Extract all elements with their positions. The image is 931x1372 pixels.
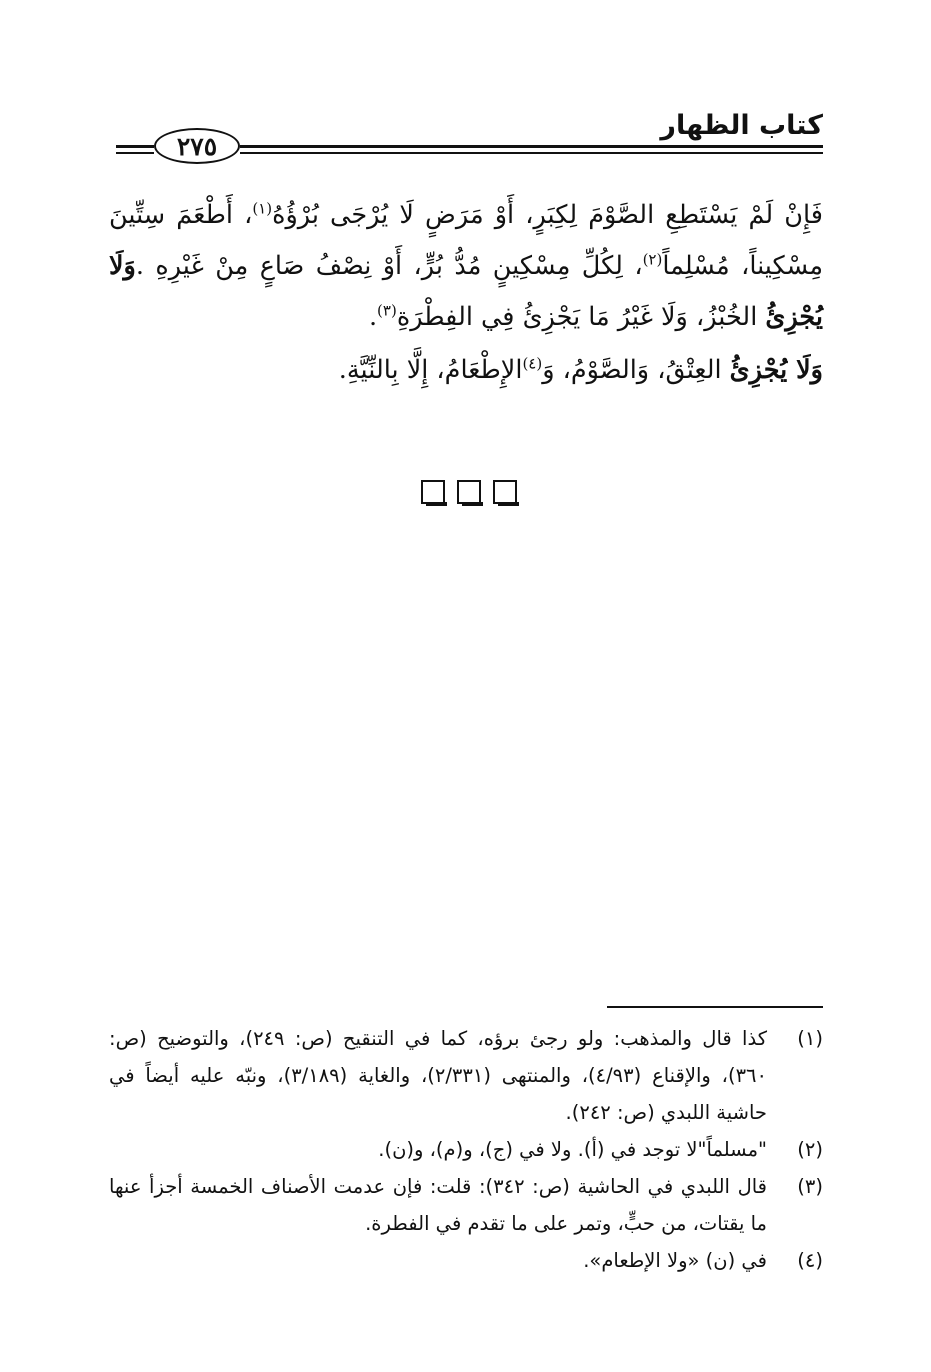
header-rule <box>240 152 823 154</box>
footnotes <box>109 1020 823 1279</box>
footnote-number: (٤) <box>797 1249 823 1272</box>
chapter-title: كتاب الظهار <box>660 110 823 141</box>
footnote-number: (٢) <box>797 1138 823 1161</box>
footnote <box>109 1131 823 1168</box>
bold-segment: وَلَا يُجْزِئُ <box>109 251 823 332</box>
square-ornament-icon <box>457 480 481 504</box>
header-rule <box>116 145 154 148</box>
footnote-ref: (٢) <box>642 250 663 269</box>
footnote-text: في (ن) «ولا الإطعام». <box>583 1249 767 1272</box>
footnote <box>109 1242 823 1279</box>
footnote-text: "مسلماً"لا توجد في (أ). ولا في (ج)، و(م)، و(ن). <box>378 1138 767 1161</box>
footnote-ref: (٤) <box>522 354 543 373</box>
header-rule <box>116 152 154 154</box>
footnote <box>109 1020 823 1131</box>
square-ornament-icon <box>493 480 517 504</box>
footnote <box>109 1168 823 1242</box>
footnote-ref: (١) <box>252 199 273 218</box>
text-segment: ، لِكُلِّ مِسْكِينٍ مُدُّ بُرٍّ، أَوْ نِصْفُ صَاعٍ مِنْ غَيْرِهِ . <box>135 251 643 281</box>
text-segment: العِتْقُ، وَالصَّوْمُ، وَ <box>542 355 730 385</box>
text-segment: الخُبْزُ، وَلَا غَيْرُ مَا يَجْزِئُ فِي الفِطْرَةِ <box>396 302 766 332</box>
paragraph <box>109 190 823 343</box>
bold-segment: وَلَا يُجْزِئُ <box>729 355 823 385</box>
footnote-number: (٣) <box>797 1175 823 1198</box>
text-segment: ، أَطْعَمَ سِتِّينَ مِسْكِيناً، مُسْلِماً <box>109 200 823 281</box>
square-ornament-icon <box>421 480 445 504</box>
section-end-marks <box>421 478 517 508</box>
footnote-number: (١) <box>797 1027 823 1050</box>
footnote-text: قال اللبدي في الحاشية (ص: ٣٤٢): قلت: فإن عدمت الأصناف الخمسة أجزأ عنها ما يقتات، من حبٍّ، وتمر على ما تقدم في الفطرة. <box>109 1175 767 1235</box>
text-segment: الإِطْعَامُ، إِلَّا بِالنِّيَّةِ. <box>338 355 523 385</box>
header-rule <box>240 145 823 148</box>
footnote-ref: (٣) <box>377 301 397 320</box>
text-segment: . <box>368 302 378 332</box>
paragraph <box>109 345 823 396</box>
footnote-text: كذا قال والمذهب: ولو رجئ برؤه، كما في التنقيح (ص: ٢٤٩)، والتوضيح (ص: ٣٦٠)، والإقناع (٤/٩٣)، والمنتهى (٢/٣٣١)، والغاية (٣/١٨٩)، ونبّه عليه أيضاً في حاشية اللبدي (ص: ٢٤٢). <box>109 1027 767 1124</box>
text-segment: فَإِنْ لَمْ يَسْتَطِعِ الصَّوْمَ لِكِبَرٍ، أَوْ مَرَضٍ لَا يُرْجَى بُرْؤُهُ <box>272 200 823 230</box>
main-text <box>109 190 823 396</box>
footnote-separator <box>607 1006 823 1008</box>
page-number: ٢٧٥ <box>154 128 240 164</box>
